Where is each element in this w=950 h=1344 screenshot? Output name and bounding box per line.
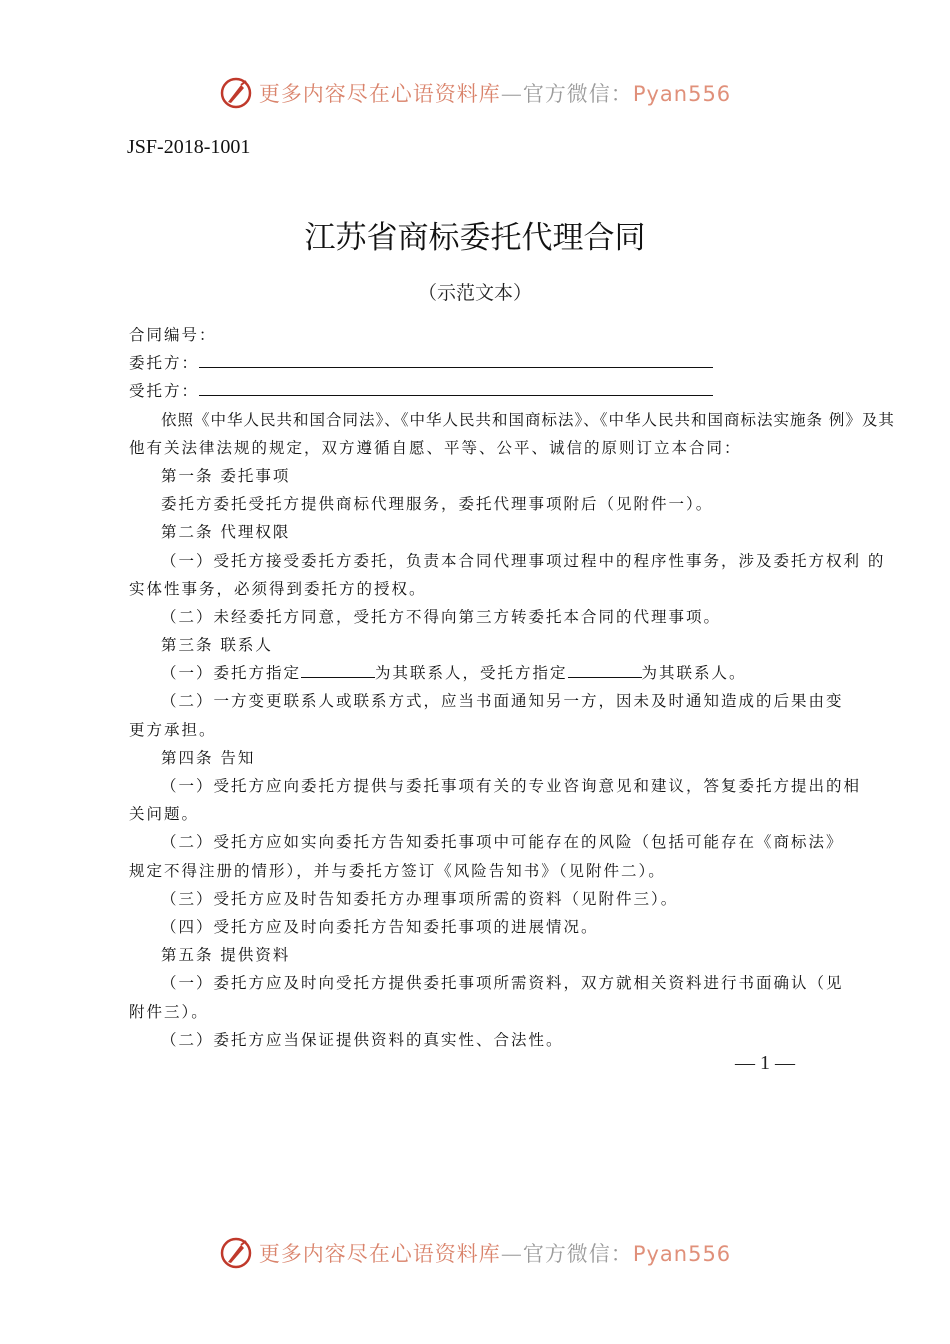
- article-5-paragraph: （一）委托方应及时向受托方提供委托事项所需资料，双方就相关资料进行书面确认（见: [161, 974, 844, 993]
- document-code: JSF-2018-1001: [127, 136, 251, 158]
- contract-number-field: 合同编号：: [129, 326, 217, 344]
- client-field: 委托方：: [129, 349, 825, 377]
- article-4-paragraph: （四）受托方应及时向委托方告知委托事项的进展情况。: [161, 917, 599, 936]
- article-2-heading: 第二条 代理权限: [161, 523, 291, 542]
- article-5-paragraph: （二）委托方应当保证提供资料的真实性、合法性。: [161, 1030, 564, 1049]
- quill-logo-icon: [219, 76, 253, 110]
- article-1-heading: 第一条 委托事项: [161, 466, 291, 485]
- article-3-heading: 第三条 联系人: [161, 636, 273, 655]
- contact-blank: [301, 661, 375, 678]
- watermark-text: 更多内容尽在心语资料库—官方微信：Pyan556: [258, 82, 732, 106]
- watermark-text: 更多内容尽在心语资料库—官方微信：Pyan556: [258, 1242, 732, 1266]
- contact-blank: [568, 661, 642, 678]
- agent-field: 受托方：: [129, 377, 825, 405]
- article-4-paragraph: （二）受托方应如实向委托方告知委托事项中可能存在的风险（包括可能存在《商标法》: [161, 833, 844, 852]
- agent-blank: [199, 379, 713, 396]
- client-blank: [199, 351, 713, 368]
- page-subtitle: （示范文本）: [417, 282, 532, 304]
- article-5-heading: 第五条 提供资料: [161, 946, 291, 965]
- article-3-paragraph: （一）委托方指定 为其联系人，受托方指定 为其联系人。: [129, 659, 825, 687]
- article-2-paragraph: 实体性事务，必须得到委托方的授权。: [129, 579, 427, 598]
- article-4-heading: 第四条 告知: [161, 748, 256, 767]
- article-3-paragraph: 更方承担。: [129, 720, 217, 739]
- article-4-paragraph: （三）受托方应及时告知委托方办理事项所需的资料（见附件三）。: [161, 889, 679, 908]
- intro-line: 他有关法律法规的规定，双方遵循自愿、平等、公平、诚信的原则订立本合同：: [129, 438, 742, 457]
- watermark-bottom: [0, 1233, 950, 1273]
- article-4-paragraph: 规定不得注册的情形），并与委托方签订《风险告知书》（见附件二）。: [129, 861, 666, 880]
- article-2-paragraph: （一）受托方接受委托方委托，负责本合同代理事项过程中的程序性事务，涉及委托方权利 的: [161, 551, 886, 570]
- article-5-paragraph: 附件三）。: [129, 1002, 209, 1021]
- article-4-paragraph: 关问题。: [129, 805, 200, 824]
- intro-line: 依照《中华人民共和国合同法》、《中华人民共和国商标法》、《中华人民共和国商标法实施条 例》及其: [161, 410, 895, 429]
- quill-logo-icon: [219, 1236, 253, 1270]
- page-number: — 1 —: [735, 1052, 795, 1074]
- article-1-paragraph: 委托方委托受托方提供商标代理服务，委托代理事项附后（见附件一）。: [161, 495, 714, 514]
- article-3-paragraph: （二）一方变更联系人或联系方式，应当书面通知另一方，因未及时通知造成的后果由变: [161, 692, 844, 711]
- page-title: 江苏省商标委托代理合同: [304, 220, 646, 256]
- article-4-paragraph: （一）受托方应向委托方提供与委托事项有关的专业咨询意见和建议，答复委托方提出的相: [161, 777, 862, 795]
- watermark-top: [0, 73, 950, 113]
- contract-body: [129, 321, 895, 1054]
- article-2-paragraph: （二）未经委托方同意，受托方不得向第三方转委托本合同的代理事项。: [161, 607, 722, 626]
